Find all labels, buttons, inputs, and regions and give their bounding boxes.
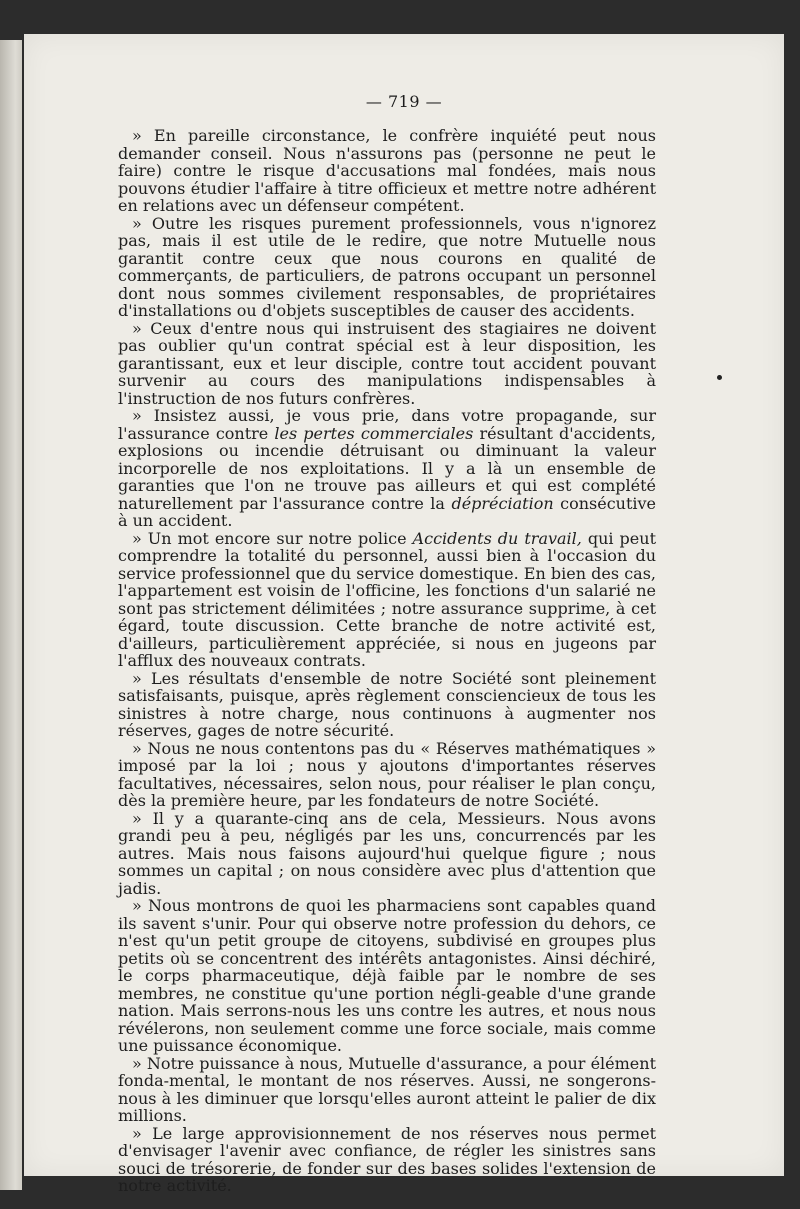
paragraph: » Nous montrons de quoi les pharmaciens sont capables quand ils savent s'unir. Pour qui observe notre profession du dehors, ce n'est qu'un petit groupe de citoyens, subdivisé en groupes plus petits où se concentrent des intérêts antagonistes. Ainsi déchiré, le corps pharmaceutique, déjà faible par le nombre de ses membres, ne constitue qu'une portion négli-geable d'une grande nation. Mais serrons-nous les uns contre les autres, et nous nous révélerons, non seulement comme une force sociale, mais comme une puissance économique. (118, 896, 656, 1055)
adjacent-page-edge (0, 40, 22, 1190)
body-text (118, 127, 656, 1195)
paragraph: » Nous ne nous contentons pas du « Réserves mathématiques » imposé par la loi ; nous y ajoutons d'importantes réserves facultatives, nécessaires, selon nous, pour réaliser le plan conçu, dès la première heure, par les fondateurs de notre Société. (118, 738, 656, 810)
paragraph: » Insistez aussi, je vous prie, dans votre propagande, sur l'assurance contre les pertes commerciales résultant d'accidents, explosions ou incendie détruisant ou diminuant la valeur incorporelle de nos exploitations. Il y a là un ensemble de garanties que l'on ne trouve pas ailleurs et qui est complété naturellement par l'assurance contre la dépréciation consécutive à un accident. (118, 406, 657, 530)
paragraph: » Le large approvisionnement de nos réserves nous permet d'envisager l'avenir avec confiance, de régler les sinistres sans souci de trésorerie, de fonder sur des bases solides l'extension de notre activité. (118, 1123, 656, 1195)
paragraph: » Ceux d'entre nous qui instruisent des stagiaires ne doivent pas oublier qu'un contrat spécial est à leur disposition, les garantissant, eux et leur disciple, contre tout accident pouvant survenir au cours des manipulations indispensables à l'instruction de nos futurs confrères. (118, 318, 656, 408)
margin-speck (717, 375, 722, 380)
paragraph: » Il y a quarante-cinq ans de cela, Messieurs. Nous avons grandi peu à peu, négligés par les uns, concurrencés par les autres. Mais nous faisons aujourd'hui quelque figure ; nous sommes un capital ; on nous considère avec plus d'attention que jadis. (118, 808, 656, 898)
paragraph: » Un mot encore sur notre police Accidents du travail, qui peut comprendre la totalité du personnel, aussi bien à l'occasion du service professionnel que du service domestique. En bien des cas, l'appartement est voisin de l'officine, les fonctions d'un salarié ne sont pas strictement délimitées ; notre assurance supprime, à cet égard, toute discussion. Cette branche de notre activité est, d'ailleurs, particulièrement appréciée, si nous en jugeons par l'afflux des nouveaux contrats. (118, 528, 656, 670)
paragraph: » En pareille circonstance, le confrère inquiété peut nous demander conseil. Nous n'assurons pas (personne ne peut le faire) contre le risque d'accusations mal fondées, mais nous pouvons étudier l'affaire à titre officieux et mettre notre adhérent en relations avec un défenseur compétent. (118, 126, 656, 215)
paragraph: » Les résultats d'ensemble de notre Société sont pleinement satisfaisants, puisque, après règlement consciencieux de tous les sinistres à notre charge, nous continuons à augmenter nos réserves, gages de notre sécurité. (118, 668, 656, 740)
paragraph: » Outre les risques purement professionnels, vous n'ignorez pas, mais il est utile de le redire, que notre Mutuelle nous garantit contre ceux que nous courons en qualité de commerçants, de particuliers, de patrons occupant un personnel dont nous sommes civilement responsables, de propriétaires d'installations ou d'objets susceptibles de causer des accidents. (118, 213, 656, 320)
page-number: — 719 — (365, 92, 443, 111)
paragraph: » Notre puissance à nous, Mutuelle d'assurance, a pour élément fonda-mental, le montant de nos réserves. Aussi, ne songerons-nous à les diminuer que lorsqu'elles auront atteint le palier de dix millions. (118, 1053, 656, 1125)
document-page (24, 34, 784, 1195)
